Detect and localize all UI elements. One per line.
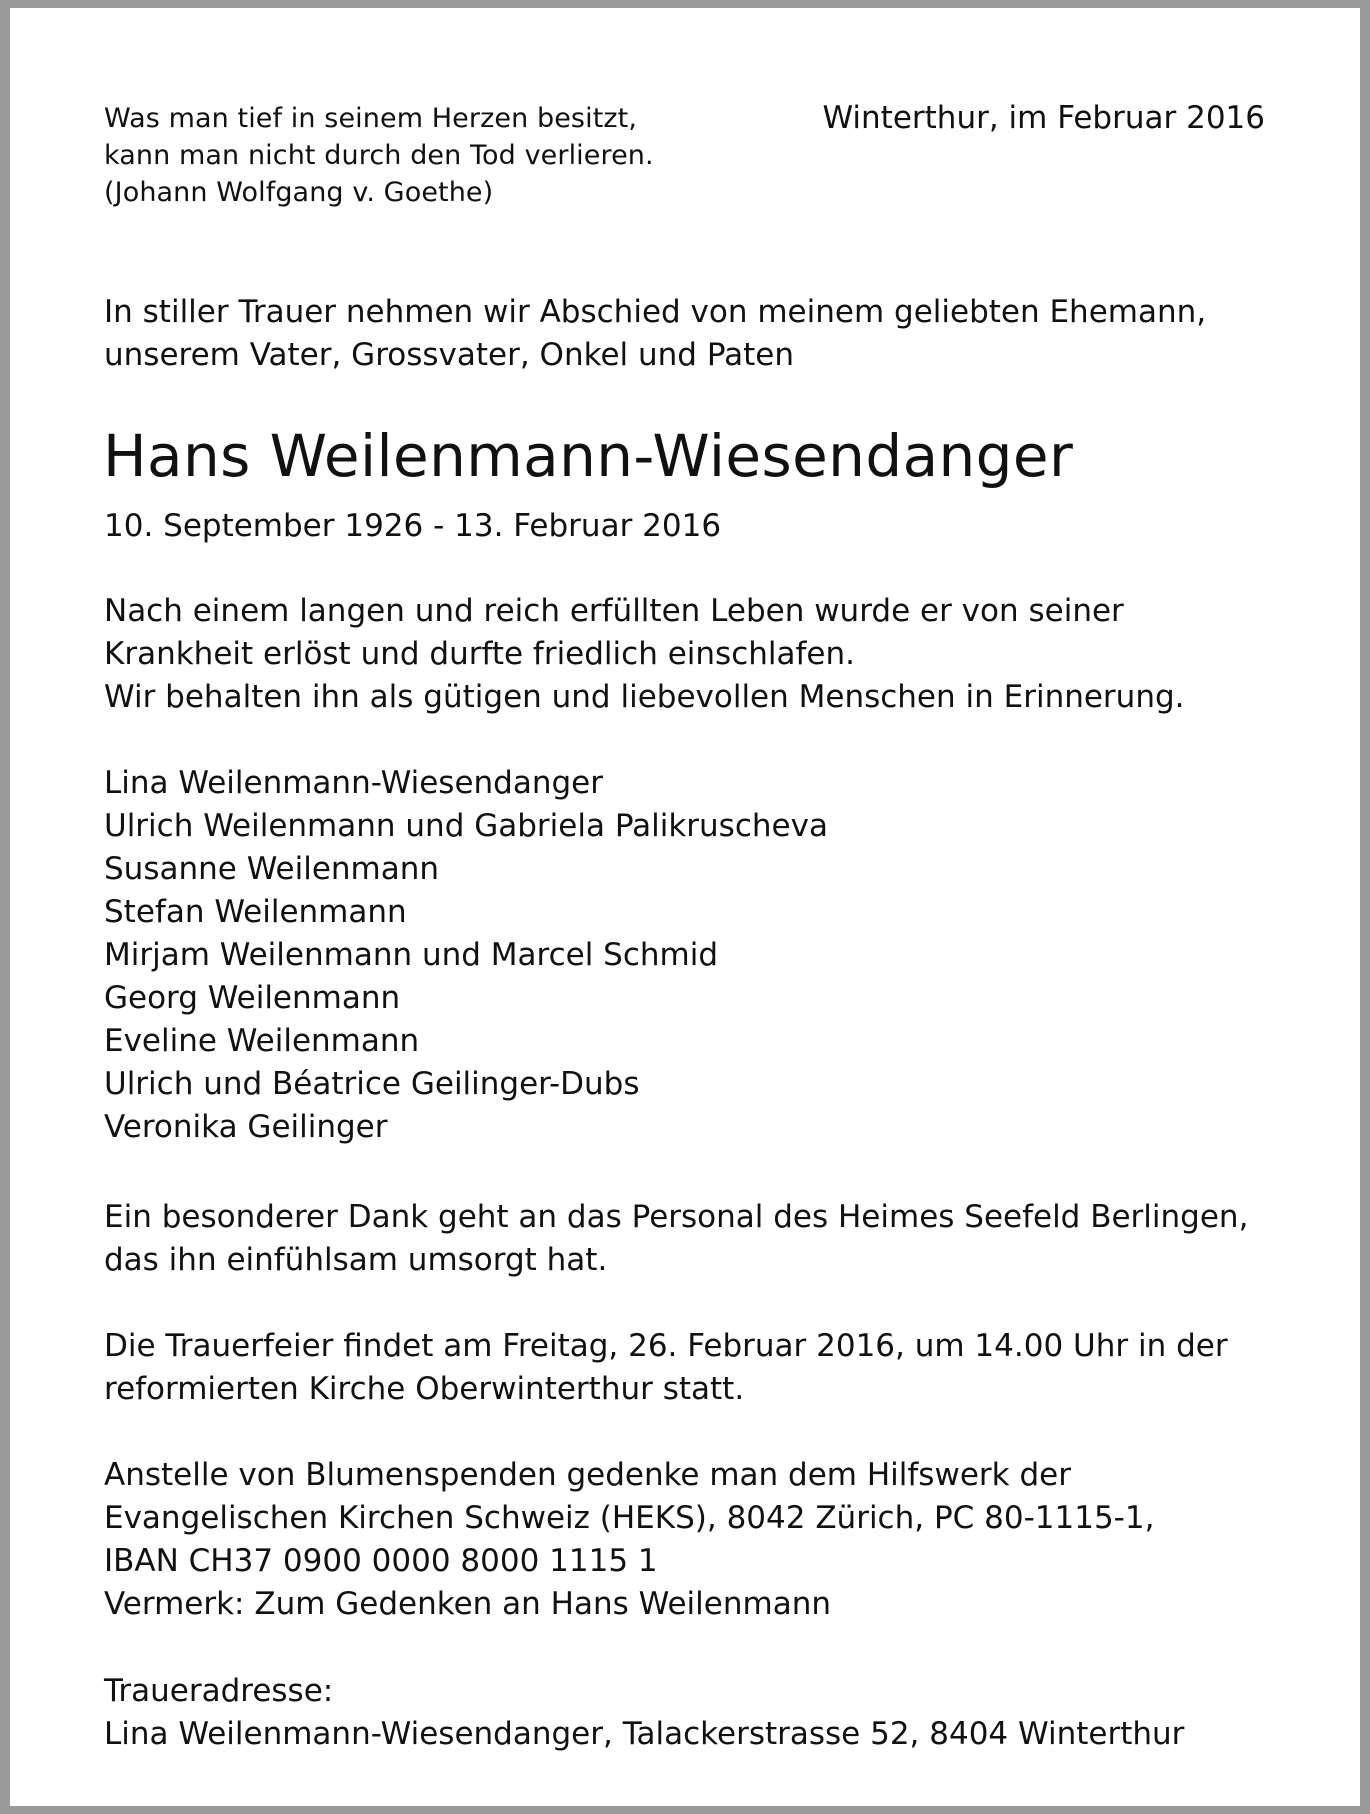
donation-iban: IBAN CH37 0900 0000 8000 1115 1 [104, 1543, 658, 1579]
ceremony-line: Die Trauerfeier findet am Freitag, 26. Februar 2016, um 14.00 Uhr in der [104, 1328, 1228, 1364]
thanks-line: das ihn einfühlsam umsorgt hat. [104, 1242, 608, 1278]
life-line: Krankheit erlöst und durfte friedlich einschlafen. [104, 636, 855, 672]
ceremony-line: reformierten Kirche Oberwinterthur statt. [104, 1371, 745, 1407]
quote-attribution: (Johann Wolfgang v. Goethe) [104, 177, 494, 208]
family-list [104, 762, 1284, 1149]
life-line: Wir behalten ihn als gütigen und liebevollen Menschen in Erinnerung. [104, 679, 1185, 715]
intro-line: In stiller Trauer nehmen wir Abschied von meinem geliebten Ehemann, [104, 294, 1207, 330]
goethe-quote [104, 100, 724, 211]
thanks-text [104, 1196, 1284, 1282]
place-date: Winterthur, im Februar 2016 [822, 100, 1265, 136]
family-member: Ulrich und Béatrice Geilinger-Dubs [104, 1066, 640, 1102]
donation-note: Vermerk: Zum Gedenken an Hans Weilenmann [104, 1586, 831, 1622]
deceased-name: Hans Weilenmann-Wiesendanger [103, 422, 1074, 490]
family-member: Lina Weilenmann-Wiesendanger [104, 765, 603, 801]
ceremony-text [104, 1325, 1284, 1411]
mourning-address [104, 1670, 1284, 1756]
intro-text [104, 291, 1284, 377]
family-member: Mirjam Weilenmann und Marcel Schmid [104, 937, 719, 973]
family-member: Veronika Geilinger [104, 1109, 388, 1145]
family-member: Georg Weilenmann [104, 980, 401, 1016]
quote-line: kann man nicht durch den Tod verlieren. [104, 140, 654, 171]
address-line: Lina Weilenmann-Wiesendanger, Talackerstrasse 52, 8404 Winterthur [104, 1716, 1185, 1752]
thanks-line: Ein besonderer Dank geht an das Personal des Heimes Seefeld Berlingen, [104, 1199, 1249, 1235]
donation-text [104, 1454, 1284, 1626]
intro-line: unserem Vater, Grossvater, Onkel und Paten [104, 337, 794, 373]
address-label: Traueradresse: [104, 1673, 334, 1709]
donation-line: Evangelischen Kirchen Schweiz (HEKS), 8042 Zürich, PC 80-1115-1, [104, 1500, 1155, 1536]
quote-line: Was man tief in seinem Herzen besitzt, [104, 103, 638, 134]
life-text [104, 590, 1284, 719]
donation-line: Anstelle von Blumenspenden gedenke man dem Hilfswerk der [104, 1457, 1071, 1493]
family-member: Stefan Weilenmann [104, 894, 407, 930]
family-member: Ulrich Weilenmann und Gabriela Palikruscheva [104, 808, 828, 844]
family-member: Eveline Weilenmann [104, 1023, 420, 1059]
life-line: Nach einem langen und reich erfüllten Leben wurde er von seiner [104, 593, 1124, 629]
family-member: Susanne Weilenmann [104, 851, 440, 887]
lifespan: 10. September 1926 - 13. Februar 2016 [104, 508, 722, 544]
